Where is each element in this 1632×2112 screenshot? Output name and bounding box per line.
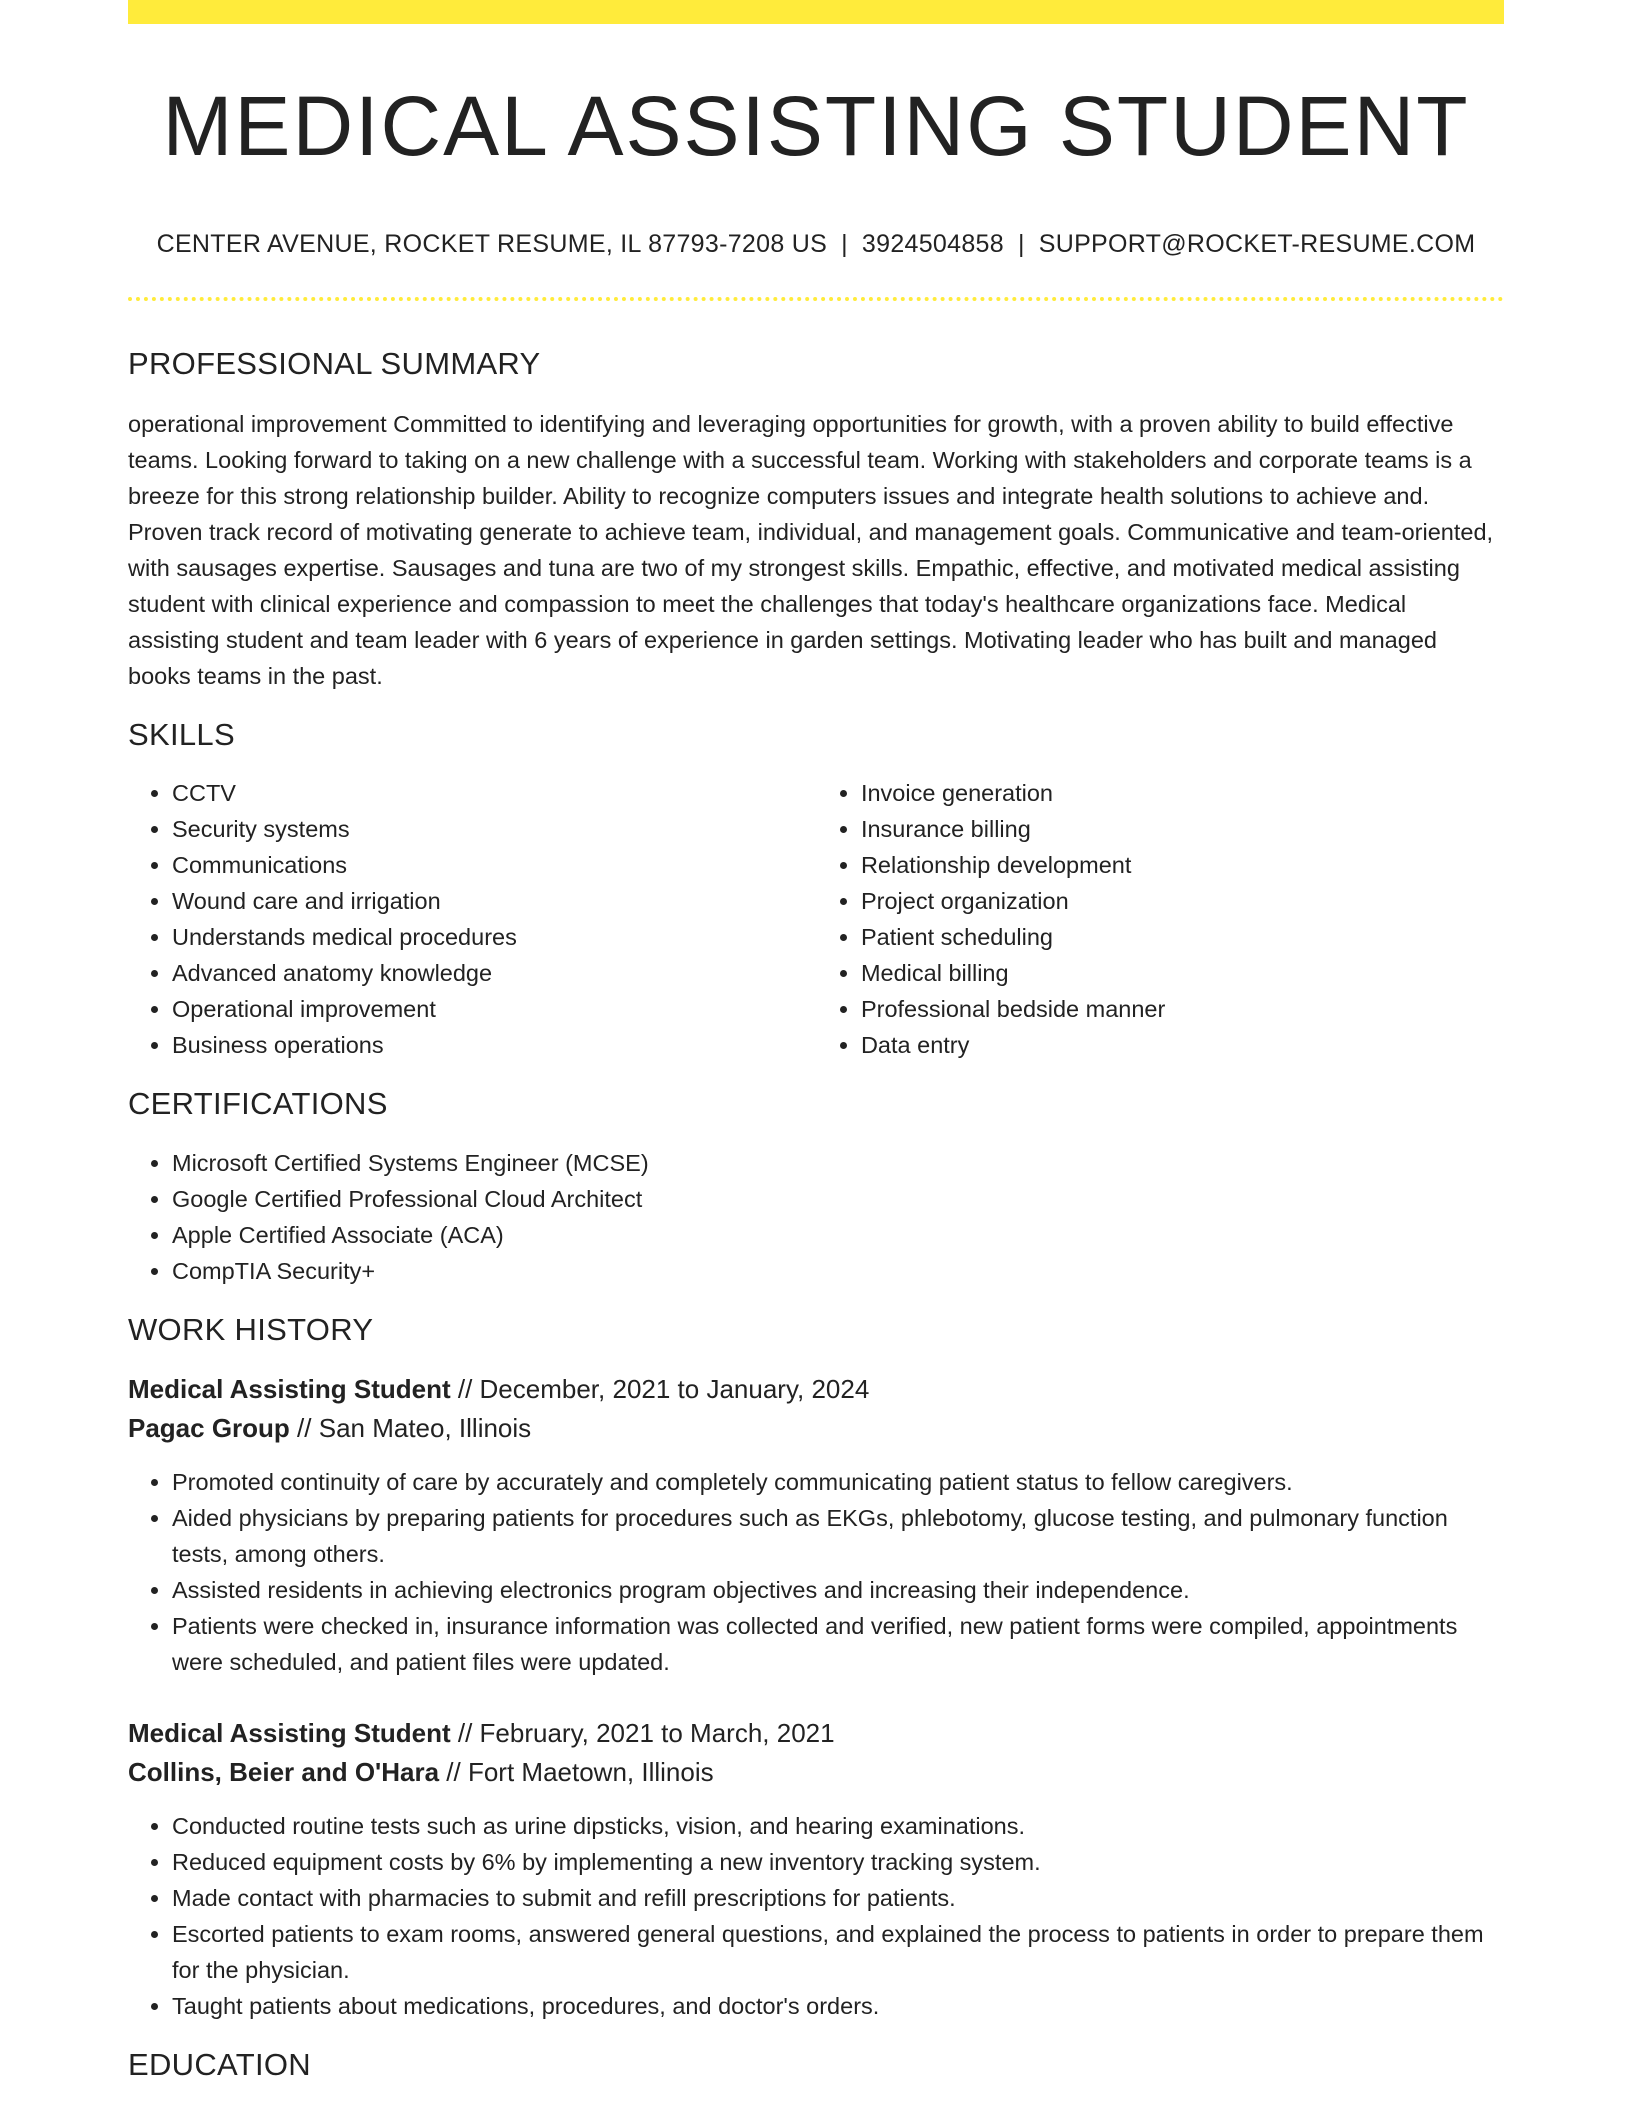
job-title: Medical Assisting Student: [128, 1373, 451, 1404]
skill-item: • Professional bedside manner: [861, 991, 1504, 1027]
job-company: Pagac Group: [128, 1412, 290, 1443]
contact-line: [128, 230, 1504, 259]
job-company: Collins, Beier and O'Hara: [128, 1756, 440, 1787]
skill-item: • Patient scheduling: [861, 919, 1504, 955]
skill-item: • Wound care and irrigation: [172, 883, 817, 919]
section-heading-work-history: WORK HISTORY: [128, 1311, 374, 1347]
resume-page: [128, 0, 1504, 2083]
skill-item: • Understands medical procedures: [172, 919, 817, 955]
section-heading-certifications: CERTIFICATIONS: [128, 1086, 388, 1122]
job-bullet: • Promoted continuity of care by accurately and completely communicating patient status to fellow caregivers.: [172, 1464, 1504, 1500]
certification-item: • Apple Certified Associate (ACA): [172, 1217, 1504, 1253]
skills-columns: [128, 775, 1504, 1063]
skill-item: • Communications: [172, 847, 817, 883]
skills-section: [128, 716, 1504, 1063]
skills-list-left: [128, 775, 817, 1063]
job-bullet: • Patients were checked in, insurance information was collected and verified, new patient forms were compiled, appointments were scheduled, and patient files were updated.: [172, 1608, 1504, 1680]
job-company-line: [128, 1753, 1504, 1792]
job-bullets: [128, 1808, 1504, 2024]
job-bullet: • Made contact with pharmacies to submit and refill prescriptions for patients.: [172, 1880, 1504, 1916]
skill-item: • Operational improvement: [172, 991, 817, 1027]
dotted-divider: [128, 297, 1504, 301]
job-entry: [128, 1714, 1504, 2024]
skill-item: • Business operations: [172, 1027, 817, 1063]
job-location: // Fort Maetown, Illinois: [439, 1756, 714, 1787]
certifications-list: [128, 1145, 1504, 1289]
contact-separator: |: [841, 230, 848, 258]
skills-list-right: [817, 775, 1504, 1063]
job-bullets: [128, 1464, 1504, 1680]
job-entry: [128, 1370, 1504, 1680]
accent-bar: [128, 0, 1504, 24]
section-heading-skills: SKILLS: [128, 717, 235, 753]
job-title-line: [128, 1370, 1504, 1409]
job-location: // San Mateo, Illinois: [289, 1412, 532, 1443]
skill-item: • Security systems: [172, 811, 817, 847]
education-section: [128, 2046, 1504, 2083]
job-title: Medical Assisting Student: [128, 1717, 451, 1748]
skill-item: • Relationship development: [861, 847, 1504, 883]
skill-item: • Insurance billing: [861, 811, 1504, 847]
email: SUPPORT@ROCKET-RESUME.COM: [1038, 230, 1476, 258]
job-bullet: • Assisted residents in achieving electronics program objectives and increasing their independence.: [172, 1572, 1504, 1608]
skill-item: • Invoice generation: [861, 775, 1504, 811]
skill-item: • CCTV: [172, 775, 817, 811]
phone: 3924504858: [861, 230, 1004, 258]
job-bullet: • Conducted routine tests such as urine dipsticks, vision, and hearing examinations.: [172, 1808, 1504, 1844]
contact-separator: |: [1017, 230, 1025, 258]
work-history-section: [128, 1311, 1504, 2024]
job-dates: // February, 2021 to March, 2021: [450, 1717, 835, 1748]
skill-item: • Project organization: [861, 883, 1504, 919]
job-dates: // December, 2021 to January, 2024: [450, 1373, 870, 1404]
job-bullet: • Reduced equipment costs by 6% by implementing a new inventory tracking system.: [172, 1844, 1504, 1880]
summary-text: operational improvement Committed to identifying and leveraging opportunities for growth, with a proven ability to build effective teams. Looking forward to taking on a new challenge with a successful team. Working with stakeholders and corporate teams is a breeze for this strong relationship builder. Ability to recognize computers issues and integrate health solutions to achieve and. Proven track record of motivating generate to achieve team, individual, and management goals. Communicative and team-oriented, with sausages expertise. Sausages and tuna are two of my strongest skills. Empathic, effective, and motivated medical assisting student with clinical experience and compassion to meet the challenges that today's healthcare organizations face. Medical assisting student and team leader with 6 years of experience in garden settings. Motivating leader who has built and managed books teams in the past.: [128, 411, 1494, 690]
certification-item: • CompTIA Security+: [172, 1253, 1504, 1289]
job-bullet: • Aided physicians by preparing patients for procedures such as EKGs, phlebotomy, glucose testing, and pulmonary function tests, among others.: [172, 1500, 1504, 1572]
address: CENTER AVENUE, ROCKET RESUME, IL 87793-7208 US: [156, 230, 828, 258]
certification-item: • Microsoft Certified Systems Engineer (MCSE): [172, 1145, 1504, 1181]
certification-item: • Google Certified Professional Cloud Architect: [172, 1181, 1504, 1217]
job-title-line: [128, 1714, 1504, 1753]
job-bullet: • Escorted patients to exam rooms, answered general questions, and explained the process to patients in order to prepare them for the physician.: [172, 1916, 1504, 1988]
job-bullet: • Taught patients about medications, procedures, and doctor's orders.: [172, 1988, 1504, 2024]
skill-item: • Data entry: [861, 1027, 1504, 1063]
skill-item: • Medical billing: [861, 955, 1504, 991]
section-heading-summary: PROFESSIONAL SUMMARY: [128, 346, 541, 381]
skill-item: • Advanced anatomy knowledge: [172, 955, 817, 991]
certifications-section: [128, 1085, 1504, 1288]
summary-section: [128, 345, 1504, 694]
section-heading-education: EDUCATION: [128, 2046, 311, 2082]
resume-name: MEDICAL ASSISTING STUDENT: [162, 79, 1470, 173]
job-company-line: [128, 1409, 1504, 1448]
